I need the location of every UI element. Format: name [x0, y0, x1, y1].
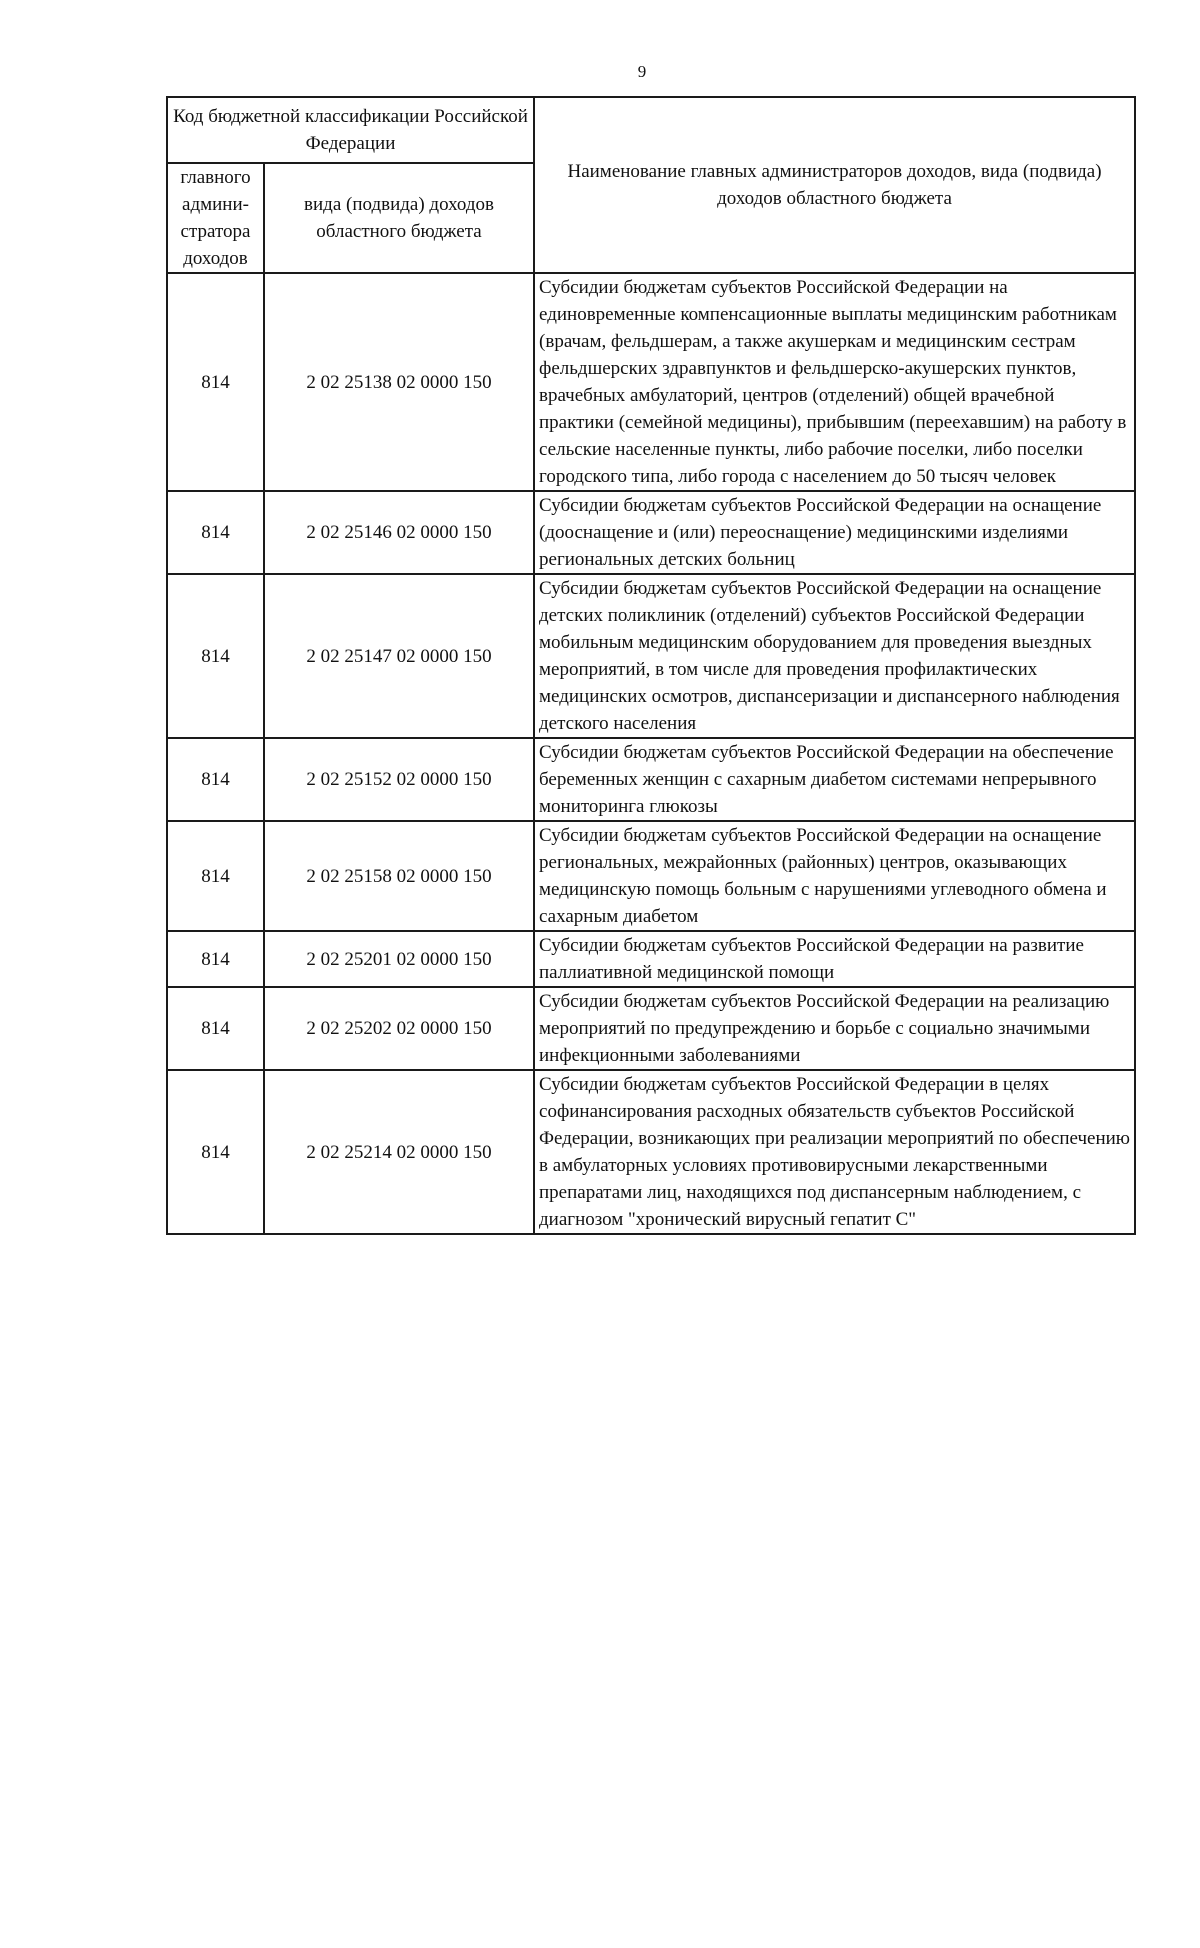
revenue-name-cell: Субсидии бюджетам субъектов Российской Федерации на оснащение региональных, межрайонных (районных) центров, оказывающих медицинскую помощь больным с нарушениями углеводного обмена и сахарным диабетом — [534, 821, 1135, 931]
header-admin-column: главного админи-стратора доходов — [167, 163, 264, 273]
table-row — [167, 931, 1135, 987]
table-row — [167, 491, 1135, 574]
revenue-code-cell: 2 02 25214 02 0000 150 — [264, 1070, 534, 1234]
admin-code-cell: 814 — [167, 738, 264, 821]
revenue-code-cell: 2 02 25202 02 0000 150 — [264, 987, 534, 1070]
revenue-code-cell: 2 02 25138 02 0000 150 — [264, 273, 534, 491]
table-row — [167, 273, 1135, 491]
revenue-name-cell: Субсидии бюджетам субъектов Российской Федерации на развитие паллиативной медицинской помощи — [534, 931, 1135, 987]
table-row — [167, 738, 1135, 821]
table-row — [167, 987, 1135, 1070]
admin-code-cell: 814 — [167, 987, 264, 1070]
header-row-top — [167, 97, 1135, 163]
admin-code-cell: 814 — [167, 1070, 264, 1234]
revenue-code-cell: 2 02 25201 02 0000 150 — [264, 931, 534, 987]
revenue-code-cell: 2 02 25158 02 0000 150 — [264, 821, 534, 931]
header-name-column: Наименование главных администраторов доходов, вида (подвида) доходов областного бюджета — [534, 97, 1135, 273]
table-body — [167, 273, 1135, 1234]
revenue-name-cell: Субсидии бюджетам субъектов Российской Федерации на оснащение детских поликлиник (отделений) субъектов Российской Федерации мобильным медицинским оборудованием для проведения выездных мероприятий, в том числе для проведения профилактических медицинских осмотров, диспансеризации и диспансерного наблюдения детского населения — [534, 574, 1135, 738]
admin-code-cell: 814 — [167, 273, 264, 491]
page-number: 9 — [637, 62, 647, 81]
header-budget-code-group: Код бюджетной классификации Российской Федерации — [167, 97, 534, 163]
admin-code-cell: 814 — [167, 491, 264, 574]
revenue-name-cell: Субсидии бюджетам субъектов Российской Федерации на оснащение (дооснащение и (или) переоснащение) медицинскими изделиями региональных детских больниц — [534, 491, 1135, 574]
table-row — [167, 821, 1135, 931]
revenue-name-cell: Субсидии бюджетам субъектов Российской Федерации на единовременные компенсационные выплаты медицинским работникам (врачам, фельдшерам, а также акушеркам и медицинским сестрам фельдшерских здравпунктов и фельдшерско-акушерских пунктов, врачебных амбулаторий, центров (отделений) общей врачебной практики (семейной медицины), прибывшим (переехавшим) на работу в сельские населенные пункты, либо рабочие поселки, либо поселки городского типа, либо города с населением до 50 тысяч человек — [534, 273, 1135, 491]
revenue-name-cell: Субсидии бюджетам субъектов Российской Федерации на реализацию мероприятий по предупреждению и борьбе с социально значимыми инфекционными заболеваниями — [534, 987, 1135, 1070]
revenue-name-cell: Субсидии бюджетам субъектов Российской Федерации на обеспечение беременных женщин с сахарным диабетом системами непрерывного мониторинга глюкозы — [534, 738, 1135, 821]
revenue-code-cell: 2 02 25152 02 0000 150 — [264, 738, 534, 821]
admin-code-cell: 814 — [167, 821, 264, 931]
table-row — [167, 574, 1135, 738]
budget-classification-table — [166, 96, 1136, 1235]
revenue-code-cell: 2 02 25147 02 0000 150 — [264, 574, 534, 738]
admin-code-cell: 814 — [167, 931, 264, 987]
header-code-column: вида (подвида) доходов областного бюджета — [264, 163, 534, 273]
revenue-name-cell: Субсидии бюджетам субъектов Российской Федерации в целях софинансирования расходных обязательств субъектов Российской Федерации, возникающих при реализации мероприятий по обеспечению в амбулаторных условиях противовирусными лекарственными препаратами лиц, находящихся под диспансерным наблюдением, с диагнозом "хронический вирусный гепатит С" — [534, 1070, 1135, 1234]
admin-code-cell: 814 — [167, 574, 264, 738]
table-row — [167, 1070, 1135, 1234]
revenue-code-cell: 2 02 25146 02 0000 150 — [264, 491, 534, 574]
